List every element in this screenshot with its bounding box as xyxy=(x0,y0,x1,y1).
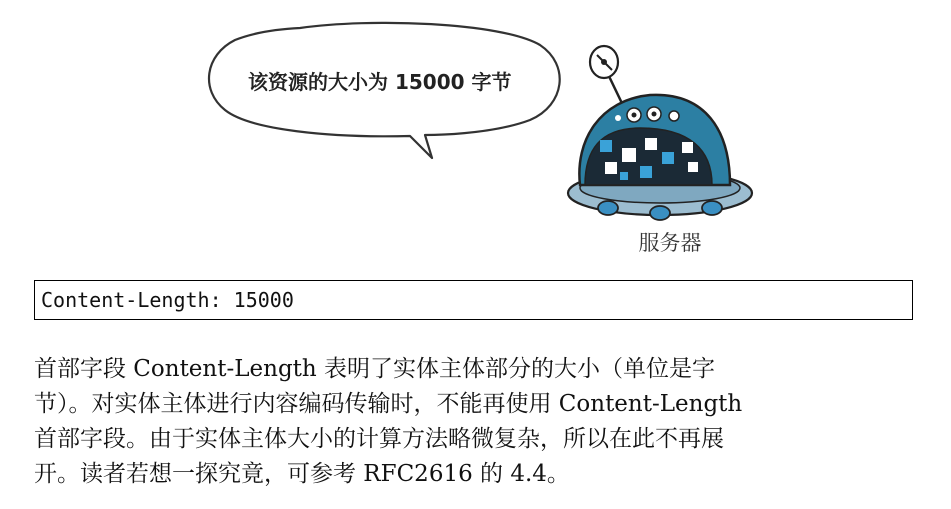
header-code-text: Content-Length: 15000 xyxy=(41,288,294,312)
paragraph-line: 首部字段 Content-Length 表明了实体主体部分的大小（单位是字 xyxy=(34,356,716,382)
paragraph-line: 首部字段。由于实体主体大小的计算方法略微复杂，所以在此不再展 xyxy=(34,426,724,452)
server-label: 服务器 xyxy=(638,231,702,255)
body-paragraph xyxy=(34,352,934,492)
paragraph-line: 开。读者若想一探究竟，可参考 RFC2616 的 4.4。 xyxy=(34,461,570,487)
speech-bubble xyxy=(209,23,560,158)
paragraph-line: 节）。对实体主体进行内容编码传输时，不能再使用 Content-Length xyxy=(34,391,743,417)
header-code-box xyxy=(34,280,913,320)
speech-bubble-text: 该资源的大小为 15000 字节 xyxy=(248,70,512,94)
robot-server xyxy=(568,46,752,220)
